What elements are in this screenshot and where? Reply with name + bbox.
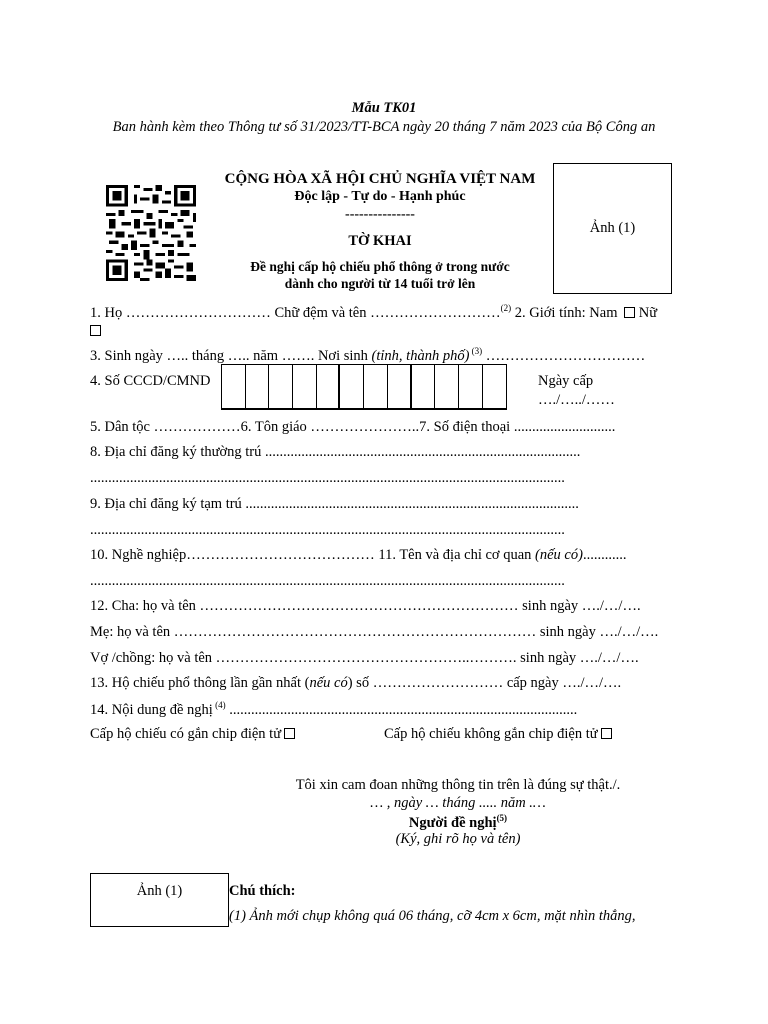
gender-female-checkbox[interactable] (90, 325, 101, 336)
id-number-grid[interactable] (221, 364, 507, 410)
country-name: CỘNG HÒA XÃ HỘI CHỦ NGHĨA VIỆT NAM (224, 171, 536, 187)
form-title: TỜ KHAI (348, 233, 412, 249)
id-digit-cell[interactable] (269, 365, 293, 409)
photo-box-bottom (90, 873, 229, 927)
id-digit-cell[interactable] (340, 365, 364, 409)
field-12-mother: Mẹ: họ và tên ………………………………………………………………… sinh ngày …./…/…. (90, 624, 659, 640)
field-14-request: 14. Nội dung đề nghị $^{(4)}$ ................................................................................................ (90, 700, 578, 718)
gender-female-checkbox-row (90, 324, 101, 340)
declaration-commit: Tôi xin cam đoan những thông tin trên là đúng sự thật./. (295, 777, 621, 793)
gender-male-checkbox[interactable] (624, 307, 635, 318)
field-10-continuation: ................................................................................................................................... (90, 573, 565, 589)
note-1: (1) Ảnh mới chụp không quá 06 tháng, cỡ 4cm x 6cm, mặt nhìn thẳng, (229, 908, 636, 924)
notes-title: Chú thích: (229, 883, 296, 899)
photo-label-bottom: Ảnh (1) (136, 883, 183, 899)
option-chip-passport: Cấp hộ chiếu có gắn chip điện tử (90, 726, 295, 743)
field-8-continuation: ................................................................................................................................... (90, 470, 565, 486)
sign-note: (Ký, ghi rõ họ và tên) (395, 831, 521, 847)
form-subtitle-1: Đề nghị cấp hộ chiếu phổ thông ở trong nước (250, 259, 510, 274)
id-digit-cell[interactable] (459, 365, 483, 409)
field-9-continuation: ................................................................................................................................... (90, 522, 565, 538)
field-13-last-passport: 13. Hộ chiếu phổ thông lần gần nhất (nếu có) số ……………………… cấp ngày …./…/…. (90, 675, 622, 691)
field-3-birth: 3. Sinh ngày ….. tháng ….. năm ……. Nơi sinh (tỉnh, thành phố) $^{(3)}$ …………………………… (90, 346, 646, 364)
id-digit-cell[interactable] (246, 365, 270, 409)
header-divider: --------------- (345, 207, 415, 222)
field-4-id-label: 4. Số CCCD/CMND (90, 373, 211, 389)
field-8-permanent-address: 8. Địa chỉ đăng ký thường trú ....................................................................................... (90, 444, 581, 460)
id-digit-cell[interactable] (483, 365, 507, 409)
field-12-father: 12. Cha: họ và tên ………………………………………………………… sinh ngày …./…/…. (90, 598, 641, 614)
form-subtitle-2: dành cho người từ 14 tuổi trở lên (284, 276, 476, 291)
id-digit-cell[interactable] (364, 365, 388, 409)
national-motto: Độc lập - Tự do - Hạnh phúc (294, 189, 466, 204)
issue-date-value: …./…../…… (538, 392, 615, 408)
photo-box-top (553, 163, 672, 294)
no-chip-passport-checkbox[interactable] (601, 728, 612, 739)
photo-label: Ảnh (1) (589, 220, 636, 236)
id-digit-cell[interactable] (388, 365, 412, 409)
id-digit-cell[interactable] (435, 365, 459, 409)
chip-passport-checkbox[interactable] (284, 728, 295, 739)
signer-title: Người đề nghị$^{(5)}$ (408, 813, 508, 831)
field-10-11-occupation: 10. Nghề nghiệp………………………………… 11. Tên và địa chỉ cơ quan (nếu có)............ (90, 547, 627, 563)
id-digit-cell[interactable] (222, 365, 246, 409)
issue-date-label: Ngày cấp (538, 373, 594, 389)
declaration-date: … , ngày … tháng ..... năm .… (370, 795, 546, 811)
field-12-spouse: Vợ /chồng: họ và tên ……………………………………………..………. sinh ngày …./…/…. (90, 650, 639, 666)
option-no-chip-passport: Cấp hộ chiếu không gắn chip điện tử (384, 726, 612, 743)
id-digit-cell[interactable] (317, 365, 341, 409)
field-5-7: 5. Dân tộc ………………6. Tôn giáo …………………..7. Số điện thoại ............................ (90, 419, 616, 435)
id-digit-cell[interactable] (412, 365, 436, 409)
field-1-name-gender: 1. Họ ………………………… Chữ đệm và tên ………………………$^{(2)}$ 2. Giới tính: Nam Nữ (90, 303, 658, 321)
qr-code-icon (106, 185, 196, 281)
field-9-temporary-address: 9. Địa chỉ đăng ký tạm trú ............................................................................................ (90, 496, 579, 512)
issued-by: Ban hành kèm theo Thông tư số 31/2023/TT-BCA ngày 20 tháng 7 năm 2023 của Bộ Công an (112, 119, 656, 135)
id-digit-cell[interactable] (293, 365, 317, 409)
form-code: Mẫu TK01 (351, 100, 417, 116)
